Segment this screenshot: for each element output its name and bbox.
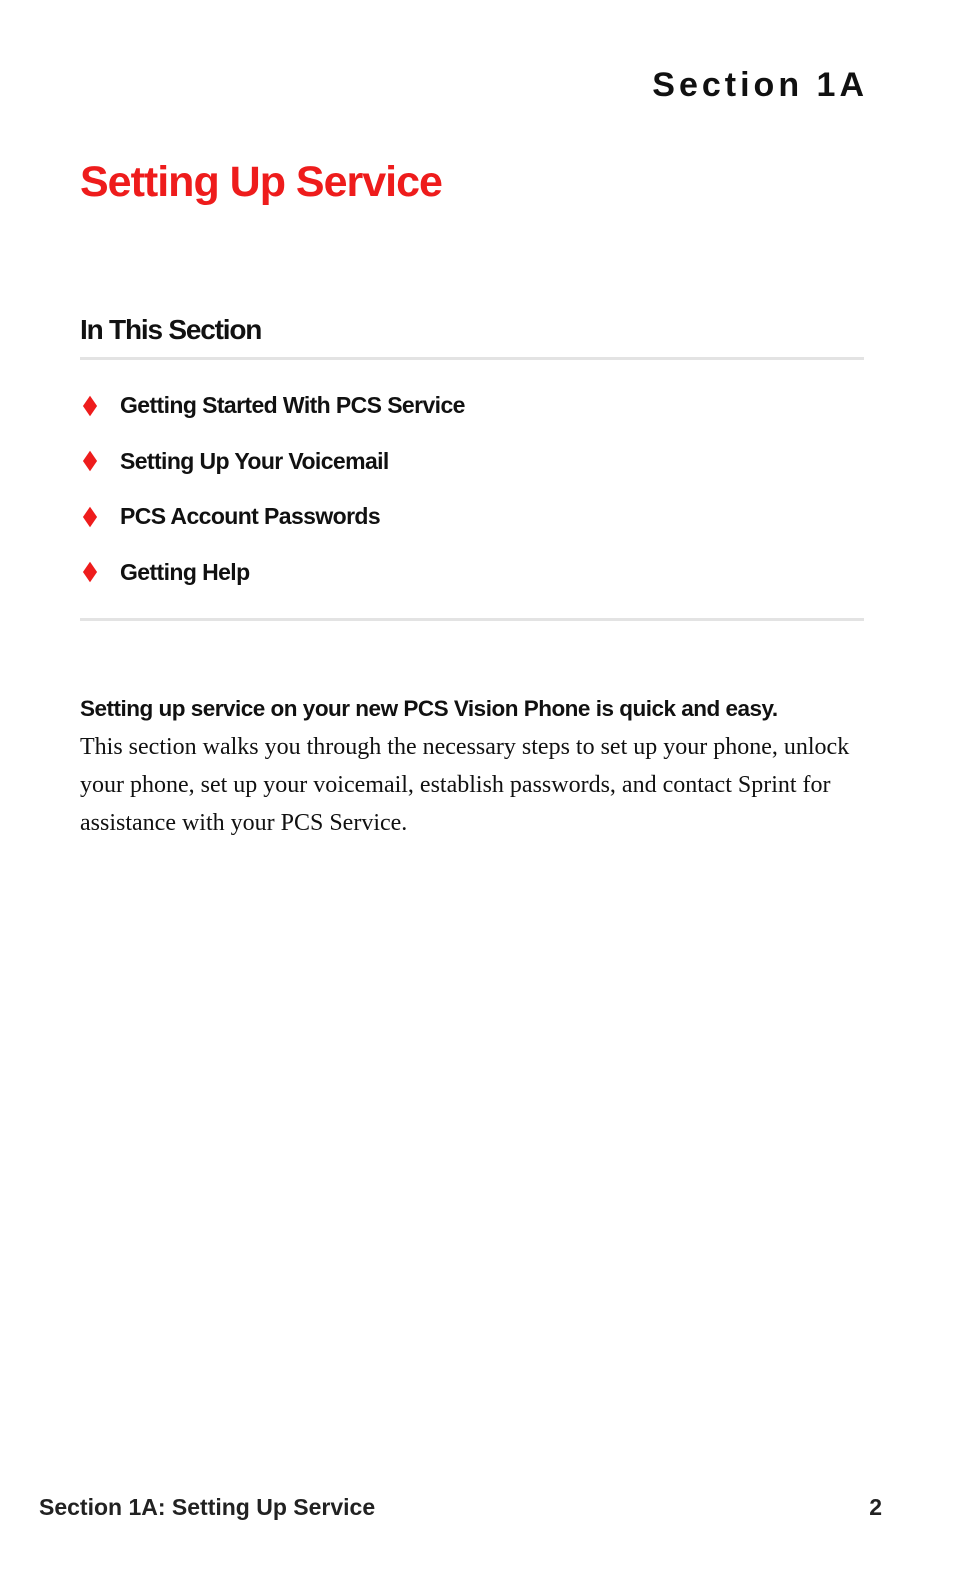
toc-item-voicemail xyxy=(80,434,465,490)
intro-paragraph xyxy=(80,690,870,842)
toc-top-divider xyxy=(80,357,864,360)
intro-body-text: This section walks you through the necessary steps to set up your phone, unlock your phone, set up your voicemail, establish passwords, and contact Sprint for assistance with your PCS Service. xyxy=(80,734,850,836)
diamond-bullet-icon xyxy=(83,451,97,472)
toc-item-label: Setting Up Your Voicemail xyxy=(120,447,389,474)
diamond-bullet-icon xyxy=(83,506,97,527)
section-label: Section 1A xyxy=(652,66,868,104)
toc-item-label: Getting Started With PCS Service xyxy=(120,392,465,419)
footer-section-title: Section 1A: Setting Up Service xyxy=(39,1494,376,1520)
toc-bottom-divider xyxy=(80,618,864,621)
intro-lead-sentence: Setting up service on your new PCS Vision Phone is quick and easy. xyxy=(80,696,778,721)
in-this-section-heading: In This Section xyxy=(80,314,262,345)
toc-item-getting-started xyxy=(80,378,465,434)
toc-item-label: Getting Help xyxy=(120,558,250,585)
section-contents-list xyxy=(80,378,465,600)
page-title: Setting Up Service xyxy=(80,158,442,206)
diamond-bullet-icon xyxy=(83,562,97,583)
footer-page-number: 2 xyxy=(869,1494,882,1520)
toc-item-label: PCS Account Passwords xyxy=(120,503,381,530)
toc-item-passwords xyxy=(80,489,465,545)
diamond-bullet-icon xyxy=(83,395,97,416)
toc-item-getting-help xyxy=(80,545,465,601)
